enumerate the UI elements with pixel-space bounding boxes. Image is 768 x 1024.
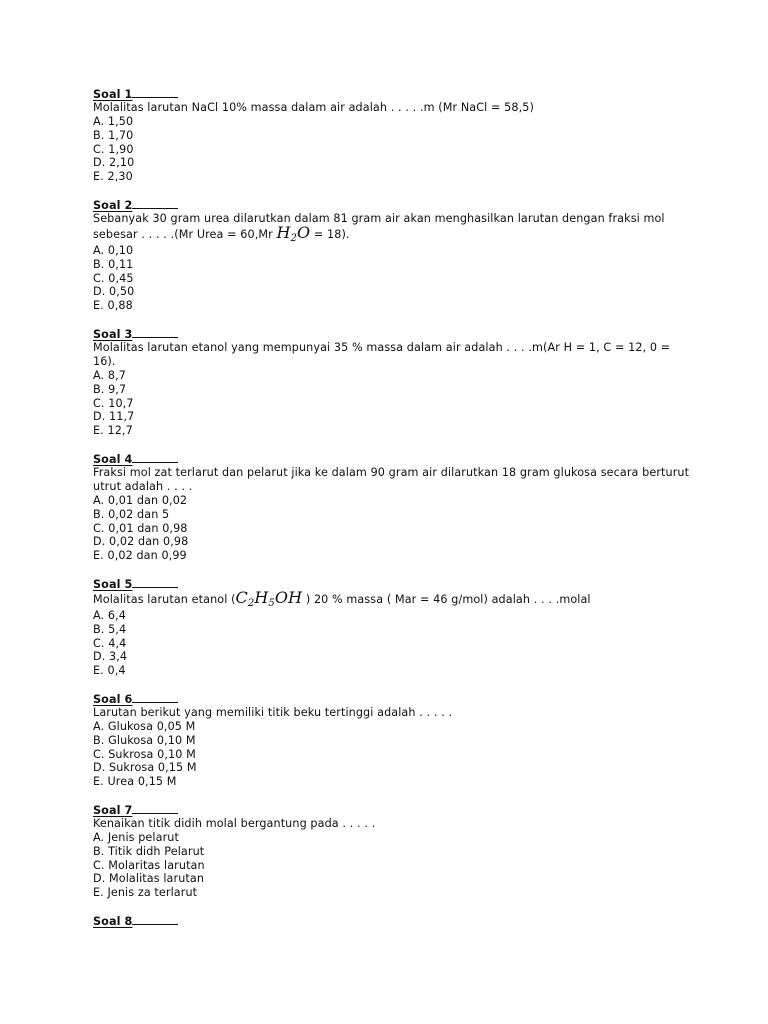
question-6-text: Larutan berikut yang memiliki titik beku tertinggi adalah . . . . . — [93, 705, 453, 719]
question-2-text-line-2: sebesar . . . . .(Mr Urea = 60,Mr $H_2O = 18$). — [93, 222, 350, 244]
question-5-option-a: A. 6,4 — [93, 608, 126, 622]
question-3-text: Molalitas larutan etanol yang mempunyai 35 % massa dalam air adalah . . . .m(Ar H = 1, C = 12, 0 = 16). — [93, 340, 671, 368]
question-1-option-b: B. 1,70 — [93, 128, 134, 142]
question-4-option-c: C. 0,01 dan 0,98 — [93, 521, 188, 535]
question-3-title: Soal 3 — [93, 326, 178, 340]
question-1-title: Soal 1 — [93, 86, 178, 100]
question-5-option-e: E. 0,4 — [93, 664, 126, 678]
question-6-title: Soal 6 — [93, 691, 178, 705]
question-8-title: Soal 8 — [93, 913, 178, 927]
question-4-option-e: E. 0,02 dan 0,99 — [93, 549, 187, 563]
question-4-text-line-1: Fraksi mol zat terlarut dan pelarut jika ke dalam 90 gram air dilarutkan 18 gram glukosa secara berturut — [93, 465, 690, 479]
question-2-title: Soal 2 — [93, 197, 178, 211]
question-7 — [93, 802, 693, 900]
question-6-option-a: A. Glukosa 0,05 M — [93, 719, 196, 733]
question-7-text: Kenaikan titik didih molal bergantung pada . . . . . — [93, 816, 376, 830]
question-5-text: Molalitas larutan etanol ($C_2H_5OH$ ) 20 % massa ( Mar = 46 g/mol) adalah . . . .molal — [93, 587, 591, 609]
question-2-text-line-1: Sebanyak 30 gram urea dilarutkan dalam 81 gram air akan menghasilkan larutan dengan fraksi mol — [93, 211, 665, 225]
question-3-option-e: E. 12,7 — [93, 424, 133, 438]
question-4-title: Soal 4 — [93, 451, 178, 465]
question-3-option-a: A. 8,7 — [93, 368, 126, 382]
formula-h2o: $H_2O$ — [276, 222, 311, 244]
question-7-option-c: C. Molaritas larutan — [93, 858, 205, 872]
question-5-option-b: B. 5,4 — [93, 622, 127, 636]
question-6-option-c: C. Sukrosa 0,10 M — [93, 747, 196, 761]
formula-c2h5oh: $C_2H_5OH$ — [235, 587, 303, 609]
document-page — [93, 86, 693, 941]
question-7-option-b: B. Titik didh Pelarut — [93, 844, 205, 858]
question-6-option-d: D. Sukrosa 0,15 M — [93, 761, 197, 775]
question-5-title: Soal 5 — [93, 576, 178, 590]
question-4 — [93, 451, 693, 563]
question-1-option-c: C. 1,90 — [93, 142, 134, 156]
question-4-option-d: D. 0,02 dan 0,98 — [93, 535, 189, 549]
question-2-option-b: B. 0,11 — [93, 257, 134, 271]
question-1-text: Molalitas larutan NaCl 10% massa dalam air adalah . . . . .m (Mr NaCl = 58,5) — [93, 101, 534, 114]
question-8 — [93, 913, 693, 928]
question-5 — [93, 576, 693, 678]
question-7-option-d: D. Molalitas larutan — [93, 872, 205, 886]
question-3-option-d: D. 11,7 — [93, 410, 135, 424]
question-2-option-c: C. 0,45 — [93, 271, 134, 285]
question-3-option-b: B. 9,7 — [93, 382, 127, 396]
question-1-option-d: D. 2,10 — [93, 156, 135, 170]
question-1 — [93, 86, 693, 184]
question-6-option-e: E. Urea 0,15 M — [93, 775, 177, 789]
question-5-option-c: C. 4,4 — [93, 636, 127, 650]
question-3 — [93, 326, 693, 438]
question-3-option-c: C. 10,7 — [93, 396, 134, 410]
question-5-option-d: D. 3,4 — [93, 650, 128, 664]
question-2-option-d: D. 0,50 — [93, 285, 135, 299]
question-6-option-b: B. Glukosa 0,10 M — [93, 733, 196, 747]
question-2-option-a: A. 0,10 — [93, 243, 134, 257]
question-4-option-b: B. 0,02 dan 5 — [93, 507, 170, 521]
question-4-text-line-2: utrut adalah . . . . — [93, 479, 193, 493]
question-4-option-a: A. 0,01 dan 0,02 — [93, 493, 188, 507]
question-1-option-e: E. 2,30 — [93, 170, 133, 184]
question-6 — [93, 691, 693, 789]
question-7-title: Soal 7 — [93, 802, 178, 816]
question-1-option-a: A. 1,50 — [93, 115, 134, 128]
question-7-option-a: A. Jenis pelarut — [93, 830, 179, 844]
question-7-option-e: E. Jenis za terlarut — [93, 886, 198, 900]
question-2-option-e: E. 0,88 — [93, 299, 133, 313]
question-2 — [93, 197, 693, 313]
